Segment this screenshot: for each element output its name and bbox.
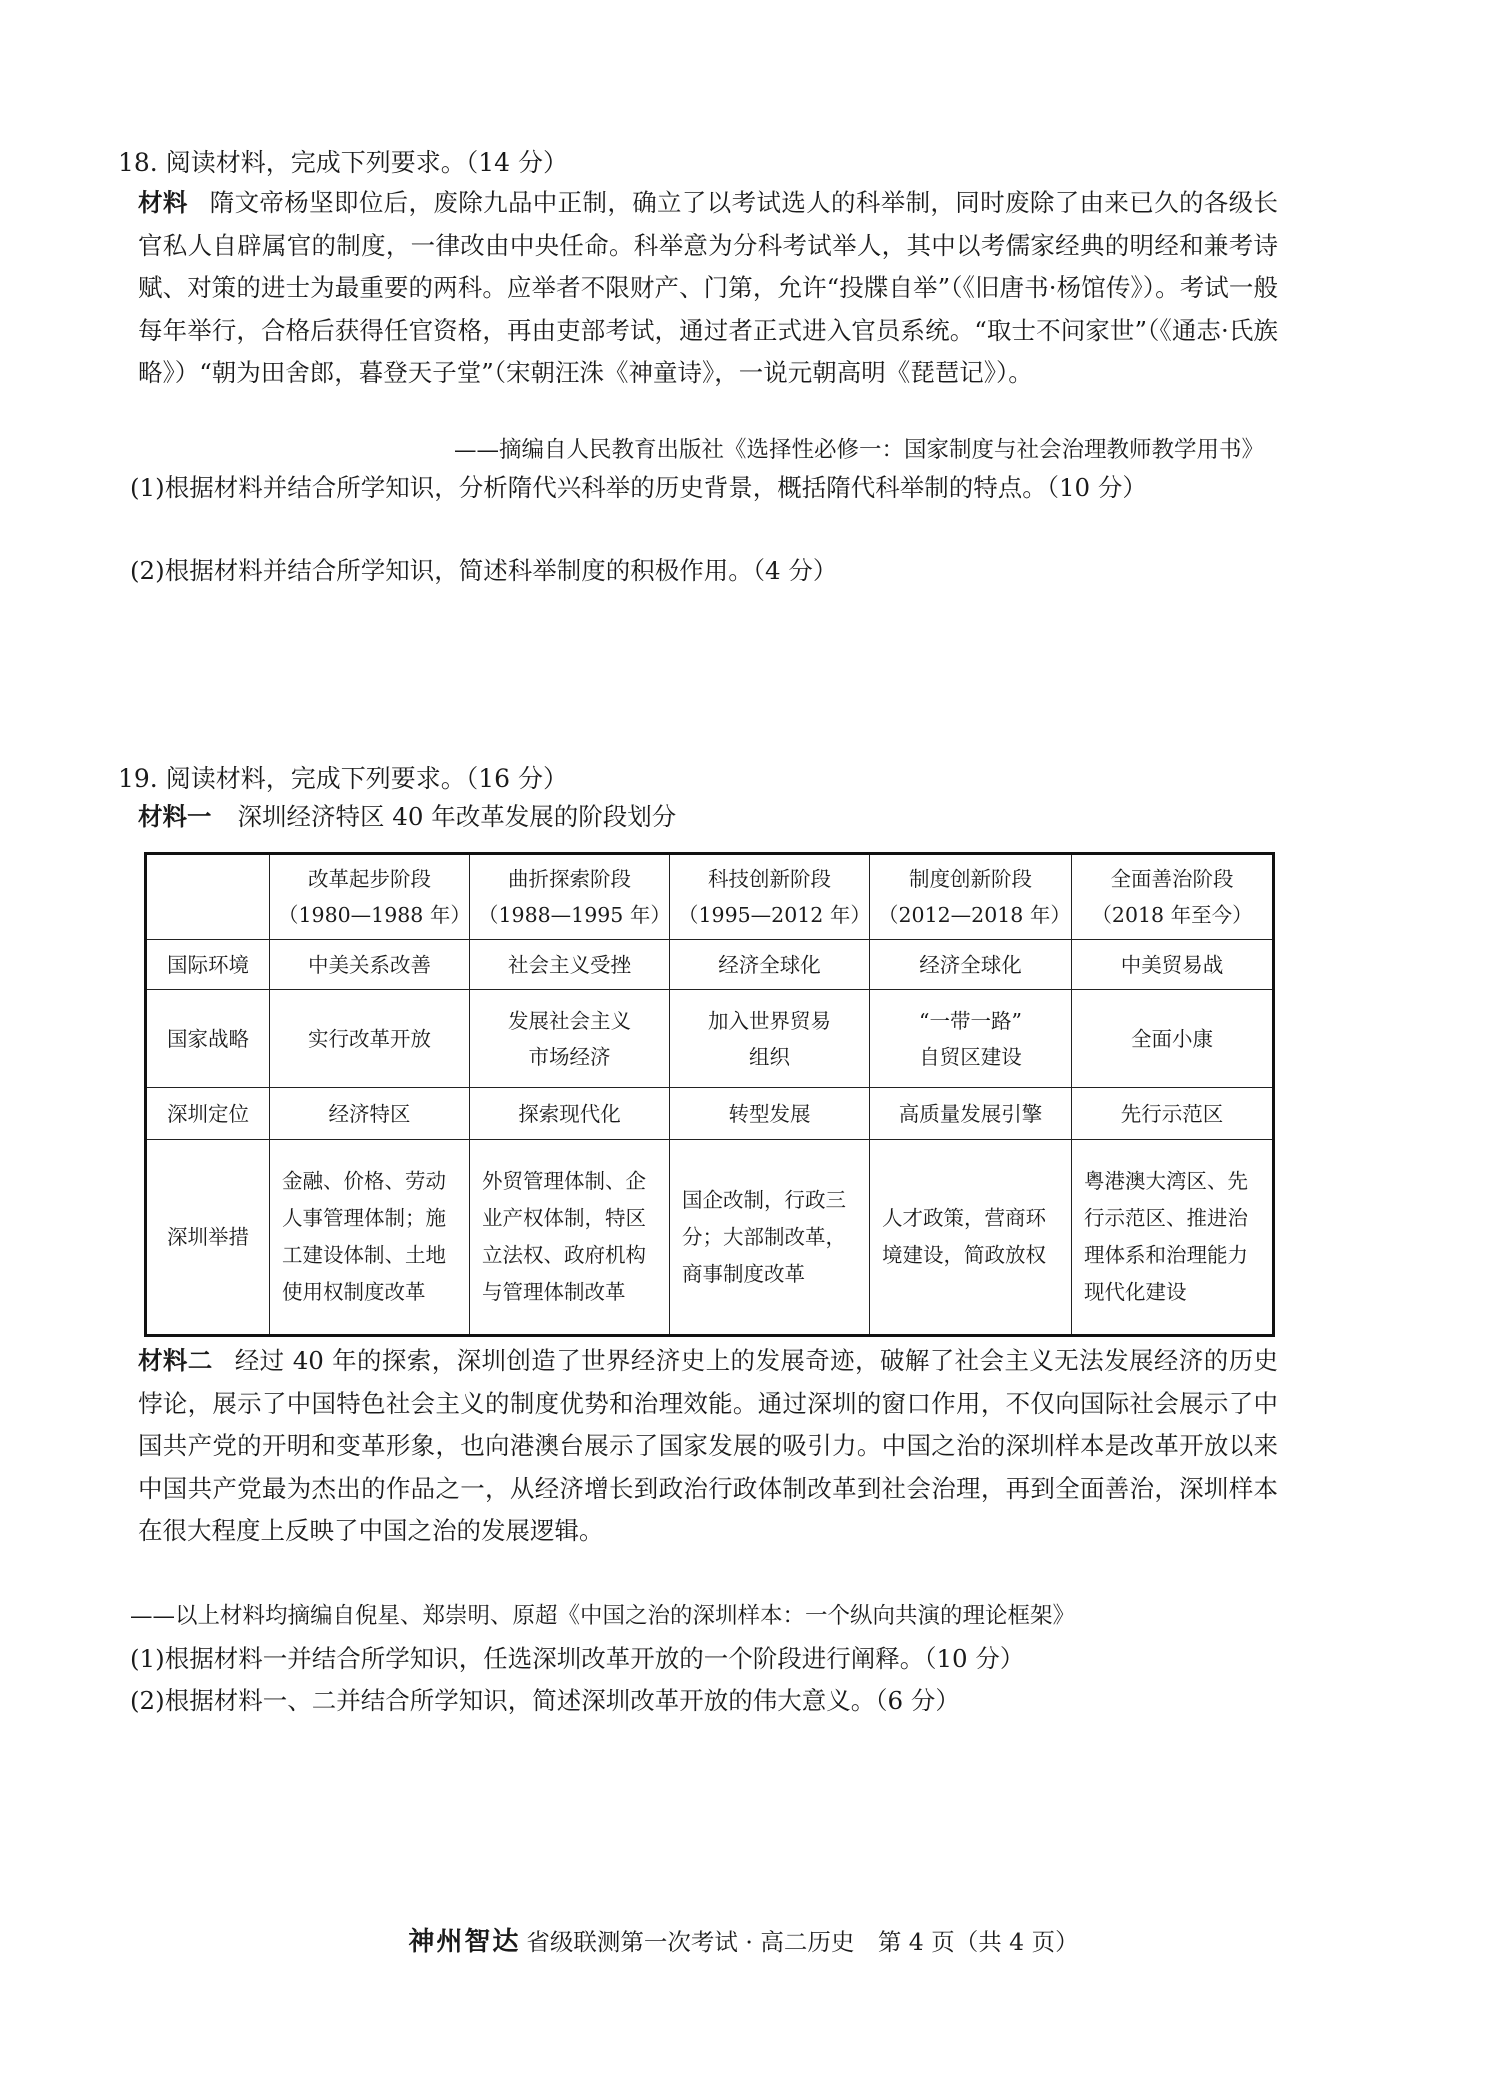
table-cell: 加入世界贸易 组织 [670, 990, 870, 1088]
q19-material2-label: 材料二 [138, 1346, 213, 1375]
q18-material-text: 隋文帝杨坚即位后，废除九品中正制，确立了以考试选人的科举制，同时废除了由来已久的各级长官私人自辟属官的制度，一律改由中央任命。科举意为分科考试举人，其中以考儒家经典的明经和兼考诗赋、对策的进士为最重要的两科。应举者不限财产、门第，允许“投牒自举”（《旧唐书·杨馆传》）。考试一般每年举行，合格后获得任官资格，再由吏部考试，通过者正式进入官员系统。“取士不问家世”（《通志·氏族略》）“朝为田舍郎，暮登天子堂”（宋朝汪洙《神童诗》，一说元朝高明《琵琶记》）。 [138, 188, 1279, 387]
q18-task2: (2)根据材料并结合所学知识，简述科举制度的积极作用。（4 分） [130, 556, 838, 585]
q18-material-label: 材料 [138, 188, 188, 217]
stage-years: （1995—2012 年） [678, 903, 871, 927]
q19-material2 [138, 1340, 1278, 1553]
q19-task1: (1)根据材料一并结合所学知识，任选深圳改革开放的一个阶段进行阐释。（10 分） [130, 1644, 1025, 1673]
row-label: 深圳举措 [146, 1140, 270, 1336]
q19-material2-text: 经过 40 年的探索，深圳创造了世界经济史上的发展奇迹，破解了社会主义无法发展经济的历史悖论，展示了中国特色社会主义的制度优势和治理效能。通过深圳的窗口作用，不仅向国际社会展示了中国共产党的开明和变革形象，也向港澳台展示了国家发展的吸引力。中国之治的深圳样本是改革开放以来中国共产党最为杰出的作品之一，从经济增长到政治行政体制改革到社会治理，再到全面善治，深圳样本在很大程度上反映了中国之治的发展逻辑。 [138, 1346, 1279, 1545]
table-row [146, 1140, 1274, 1336]
table-header-cell [670, 854, 870, 940]
table-cell: 人才政策，营商环境建设，简政放权 [870, 1140, 1072, 1336]
table-cell: 高质量发展引擎 [870, 1088, 1072, 1140]
stage-years: （2018 年至今） [1091, 903, 1253, 927]
q18-task1 [130, 468, 1280, 508]
q18-task1-text: (1)根据材料并结合所学知识，分析隋代兴科举的历史背景，概括隋代科举制的特点。（10 分） [130, 473, 1147, 502]
q18-title: 18. 阅读材料，完成下列要求。（14 分） [118, 148, 568, 177]
q19-source: ——以上材料均摘编自倪星、郑崇明、原超《中国之治的深圳样本：一个纵向共演的理论框架》 [130, 1603, 1076, 1629]
table-cell: 经济特区 [270, 1088, 470, 1140]
table-cell: 经济全球化 [670, 940, 870, 990]
table-cell: 实行改革开放 [270, 990, 470, 1088]
q19-material1-label: 材料一 [138, 802, 212, 831]
q19-title: 19. 阅读材料，完成下列要求。（16 分） [118, 764, 568, 793]
table-row [146, 990, 1274, 1088]
footer-text: 省级联测第一次考试 · 高二历史 第 4 页（共 4 页） [526, 1928, 1079, 1956]
page-footer [0, 1926, 1487, 1958]
table-header-row [146, 854, 1274, 940]
table-cell: 国企改制，行政三分；大部制改革，商事制度改革 [670, 1140, 870, 1336]
table-cell: 经济全球化 [870, 940, 1072, 990]
footer-brand: 神州智达 [408, 1927, 521, 1957]
stage-name: 全面善治阶段 [1110, 867, 1234, 891]
table-cell: 中美贸易战 [1072, 940, 1274, 990]
table-cell: 社会主义受挫 [470, 940, 670, 990]
table-cell: 中美关系改善 [270, 940, 470, 990]
stage-name: 改革起步阶段 [308, 867, 431, 891]
table-header-cell [1072, 854, 1274, 940]
table-row [146, 1088, 1274, 1140]
q19-material1-heading [138, 800, 676, 834]
stage-name: 科技创新阶段 [708, 867, 831, 891]
stage-years: （2012—2018 年） [878, 903, 1071, 927]
stage-name: 制度创新阶段 [909, 867, 1032, 891]
table-cell: 粤港澳大湾区、先行示范区、推进治理体系和治理能力现代化建设 [1072, 1140, 1274, 1336]
q18-source: ——摘编自人民教育出版社《选择性必修一：国家制度与社会治理教师教学用书》 [453, 437, 1264, 463]
row-label: 国际环境 [146, 940, 270, 990]
q19-task2: (2)根据材料一、二并结合所学知识，简述深圳改革开放的伟大意义。（6 分） [130, 1686, 960, 1715]
table-cell: 转型发展 [670, 1088, 870, 1140]
row-label: 国家战略 [146, 990, 270, 1088]
stage-name: 曲折探索阶段 [508, 867, 631, 891]
table-cell: 外贸管理体制、企业产权体制，特区立法权、政府机构与管理体制改革 [470, 1140, 670, 1336]
table-cell: 先行示范区 [1072, 1088, 1274, 1140]
stage-years: （1980—1988 年） [278, 903, 471, 927]
row-label: 深圳定位 [146, 1088, 270, 1140]
table-cell: 金融、价格、劳动人事管理体制；施工建设体制、土地使用权制度改革 [270, 1140, 470, 1336]
q18-material [138, 182, 1278, 395]
table-header-cell [270, 854, 470, 940]
table-row [146, 940, 1274, 990]
q19-material1-caption: 深圳经济特区 40 年改革发展的阶段划分 [237, 802, 677, 831]
stage-table [144, 852, 1275, 1337]
table-cell: 全面小康 [1072, 990, 1274, 1088]
stage-years: （1988—1995 年） [478, 903, 671, 927]
table-header-cell [870, 854, 1072, 940]
table-cell: 发展社会主义 市场经济 [470, 990, 670, 1088]
table-cell: “一带一路” 自贸区建设 [870, 990, 1072, 1088]
table-cell: 探索现代化 [470, 1088, 670, 1140]
table-corner-cell [146, 854, 270, 940]
table-header-cell [470, 854, 670, 940]
